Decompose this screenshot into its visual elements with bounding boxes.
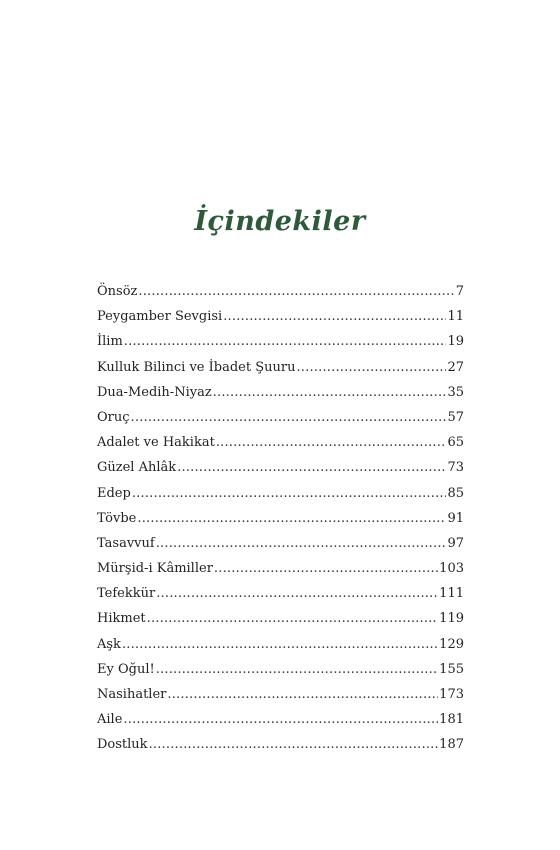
dot-leader xyxy=(156,586,438,601)
toc-entry xyxy=(97,435,464,460)
toc-entry-title: Dostluk xyxy=(97,737,148,753)
toc-entry-page-number: 119 xyxy=(439,611,464,627)
toc-entry-page-number: 97 xyxy=(447,535,464,551)
toc-entry-page-number: 27 xyxy=(447,359,464,375)
dot-leader xyxy=(131,410,447,425)
toc-entry-title: Oruç xyxy=(97,409,130,425)
toc-entry xyxy=(97,586,464,611)
toc-entry xyxy=(97,511,464,536)
toc-entry-title: Tövbe xyxy=(97,510,137,526)
toc-entry xyxy=(97,737,464,762)
toc-entry-page-number: 85 xyxy=(447,485,464,501)
toc-entry-page-number: 19 xyxy=(447,334,464,350)
dot-leader xyxy=(122,637,438,652)
toc-entry-title: Önsöz xyxy=(97,284,138,299)
dot-leader xyxy=(138,284,454,299)
toc-entry xyxy=(97,360,464,385)
toc-entry xyxy=(97,410,464,435)
table-of-contents xyxy=(97,284,464,763)
toc-entry-page-number: 73 xyxy=(447,460,464,476)
toc-entry xyxy=(97,385,464,410)
dot-leader xyxy=(223,309,446,324)
toc-entry-title: Aşk xyxy=(97,636,121,652)
dot-leader xyxy=(123,712,438,727)
dot-leader xyxy=(124,334,447,349)
dot-leader xyxy=(137,511,446,526)
toc-entry-title: Tefekkür xyxy=(97,586,156,602)
toc-entry-title: Peygamber Sevgisi xyxy=(97,309,223,325)
toc-entry xyxy=(97,712,464,737)
toc-entry-page-number: 111 xyxy=(439,586,464,602)
toc-entry-page-number: 129 xyxy=(439,636,464,652)
dot-leader xyxy=(213,385,447,400)
toc-entry xyxy=(97,486,464,511)
toc-entry-title: İlim xyxy=(97,334,123,350)
toc-entry xyxy=(97,334,464,359)
dot-leader xyxy=(296,360,446,375)
toc-entry xyxy=(97,687,464,712)
page-title: İçindekiler xyxy=(194,206,366,238)
dot-leader xyxy=(156,536,447,551)
toc-entry-title: Kulluk Bilinci ve İbadet Şuuru xyxy=(97,359,296,375)
toc-entry xyxy=(97,460,464,485)
toc-entry-title: Nasihatler xyxy=(97,687,167,702)
toc-entry-title: Edep xyxy=(97,485,131,501)
dot-leader xyxy=(149,737,439,752)
toc-entry-title: Adalet ve Hakikat xyxy=(97,435,215,451)
toc-entry-page-number: 91 xyxy=(447,510,464,526)
toc-entry-title: Güzel Ahlâk xyxy=(97,460,177,476)
dot-leader xyxy=(177,460,446,475)
dot-leader xyxy=(132,486,447,501)
toc-entry xyxy=(97,309,464,334)
toc-entry-title: Tasavvuf xyxy=(97,535,155,551)
toc-entry xyxy=(97,536,464,561)
toc-entry-page-number: 155 xyxy=(439,661,464,677)
dot-leader xyxy=(156,662,438,677)
toc-entry xyxy=(97,284,464,309)
dot-leader xyxy=(214,561,438,576)
toc-entry-page-number: 103 xyxy=(439,561,464,577)
toc-entry xyxy=(97,611,464,636)
toc-entry-page-number: 11 xyxy=(447,309,464,325)
toc-entry-title: Dua-Medih-Niyaz xyxy=(97,384,212,400)
toc-entry-page-number: 181 xyxy=(439,712,464,728)
dot-leader xyxy=(147,611,439,626)
toc-entry-page-number: 35 xyxy=(447,384,464,400)
toc-entry-page-number: 7 xyxy=(455,284,464,299)
dot-leader xyxy=(216,435,447,450)
toc-entry xyxy=(97,561,464,586)
toc-entry xyxy=(97,662,464,687)
toc-entry-page-number: 65 xyxy=(447,435,464,451)
toc-entry-title: Aile xyxy=(97,712,123,728)
toc-entry-page-number: 187 xyxy=(439,737,464,753)
toc-entry-page-number: 173 xyxy=(439,687,464,702)
toc-entry-title: Ey Oğul! xyxy=(97,661,155,677)
toc-entry-title: Hikmet xyxy=(97,611,146,627)
toc-entry xyxy=(97,637,464,662)
toc-entry-page-number: 57 xyxy=(447,409,464,425)
dot-leader xyxy=(167,687,438,702)
toc-entry-title: Mürşid-i Kâmiller xyxy=(97,561,213,577)
